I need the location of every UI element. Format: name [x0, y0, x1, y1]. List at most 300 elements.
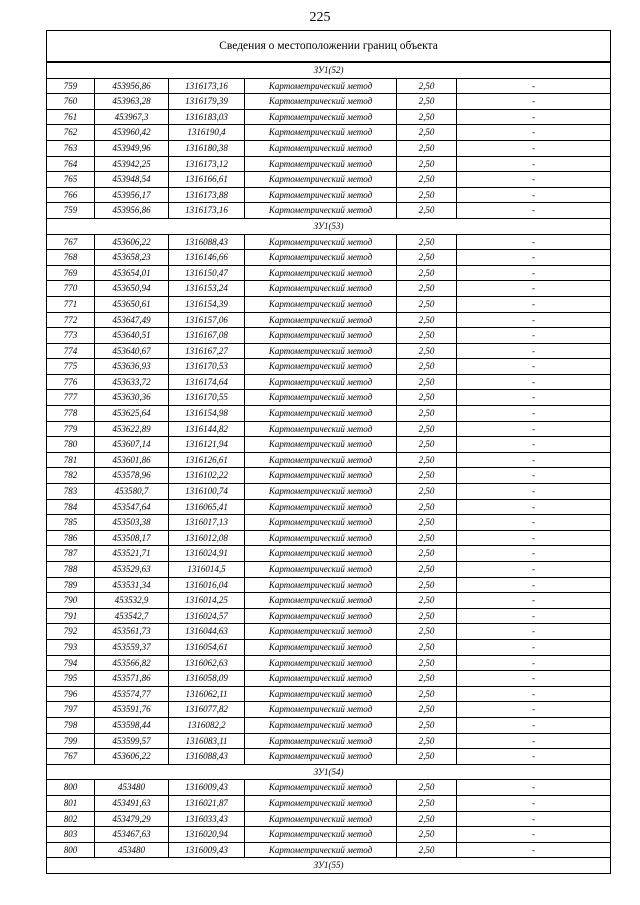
y-coordinate-cell: 1316167,08: [169, 328, 245, 344]
method-cell: Картометрический метод: [245, 780, 397, 796]
y-coordinate-cell: 1316088,43: [169, 234, 245, 250]
x-coordinate-cell: 453491,63: [95, 795, 169, 811]
table-row: [47, 717, 611, 733]
point-number-cell: 762: [47, 125, 95, 141]
method-cell: Картометрический метод: [245, 468, 397, 484]
accuracy-cell: 2,50: [397, 296, 457, 312]
method-cell: Картометрический метод: [245, 639, 397, 655]
method-cell: Картометрический метод: [245, 359, 397, 375]
x-coordinate-cell: 453591,76: [95, 702, 169, 718]
y-coordinate-cell: 1316153,24: [169, 281, 245, 297]
x-coordinate-cell: 453640,51: [95, 328, 169, 344]
point-number-cell: 803: [47, 827, 95, 843]
accuracy-cell: 2,50: [397, 125, 457, 141]
point-number-cell: 798: [47, 717, 95, 733]
x-coordinate-cell: 453559,37: [95, 639, 169, 655]
x-coordinate-cell: 453601,86: [95, 452, 169, 468]
y-coordinate-cell: 1316190,4: [169, 125, 245, 141]
table-row: [47, 499, 611, 515]
x-coordinate-cell: 453566,82: [95, 655, 169, 671]
point-number-cell: 766: [47, 187, 95, 203]
table-row: [47, 281, 611, 297]
y-coordinate-cell: 1316009,43: [169, 780, 245, 796]
x-coordinate-cell: 453630,36: [95, 390, 169, 406]
table-row: [47, 140, 611, 156]
method-cell: Картометрический метод: [245, 390, 397, 406]
method-cell: Картометрический метод: [245, 203, 397, 219]
point-number-cell: 781: [47, 452, 95, 468]
section-row: [47, 764, 611, 780]
description-cell: -: [457, 94, 611, 110]
accuracy-cell: 2,50: [397, 671, 457, 687]
y-coordinate-cell: 1316102,22: [169, 468, 245, 484]
accuracy-cell: 2,50: [397, 328, 457, 344]
table-row: [47, 639, 611, 655]
method-cell: Картометрический метод: [245, 577, 397, 593]
table-row: [47, 686, 611, 702]
accuracy-cell: 2,50: [397, 717, 457, 733]
x-coordinate-cell: 453529,63: [95, 562, 169, 578]
accuracy-cell: 2,50: [397, 343, 457, 359]
section-label: ЗУ1(53): [47, 218, 611, 234]
point-number-cell: 793: [47, 639, 95, 655]
x-coordinate-cell: 453622,89: [95, 421, 169, 437]
method-cell: Картометрический метод: [245, 250, 397, 266]
accuracy-cell: 2,50: [397, 359, 457, 375]
table-row: [47, 780, 611, 796]
accuracy-cell: 2,50: [397, 795, 457, 811]
accuracy-cell: 2,50: [397, 468, 457, 484]
y-coordinate-cell: 1316062,63: [169, 655, 245, 671]
table-row: [47, 530, 611, 546]
accuracy-cell: 2,50: [397, 109, 457, 125]
table-row: [47, 811, 611, 827]
accuracy-cell: 2,50: [397, 577, 457, 593]
x-coordinate-cell: 453960,42: [95, 125, 169, 141]
table-row: [47, 655, 611, 671]
x-coordinate-cell: 453956,17: [95, 187, 169, 203]
x-coordinate-cell: 453650,94: [95, 281, 169, 297]
y-coordinate-cell: 1316174,64: [169, 374, 245, 390]
y-coordinate-cell: 1316009,43: [169, 842, 245, 858]
table-row: [47, 702, 611, 718]
description-cell: -: [457, 515, 611, 531]
description-cell: -: [457, 203, 611, 219]
method-cell: Картометрический метод: [245, 827, 397, 843]
method-cell: Картометрический метод: [245, 842, 397, 858]
x-coordinate-cell: 453636,93: [95, 359, 169, 375]
accuracy-cell: 2,50: [397, 390, 457, 406]
description-cell: -: [457, 109, 611, 125]
accuracy-cell: 2,50: [397, 265, 457, 281]
x-coordinate-cell: 453542,7: [95, 608, 169, 624]
point-number-cell: 794: [47, 655, 95, 671]
table-row: [47, 484, 611, 500]
description-cell: -: [457, 359, 611, 375]
accuracy-cell: 2,50: [397, 78, 457, 94]
x-coordinate-cell: 453480: [95, 842, 169, 858]
method-cell: Картометрический метод: [245, 593, 397, 609]
accuracy-cell: 2,50: [397, 187, 457, 203]
point-number-cell: 769: [47, 265, 95, 281]
table-row: [47, 733, 611, 749]
section-row: [47, 218, 611, 234]
y-coordinate-cell: 1316154,98: [169, 406, 245, 422]
point-number-cell: 778: [47, 406, 95, 422]
description-cell: -: [457, 546, 611, 562]
x-coordinate-cell: 453531,34: [95, 577, 169, 593]
table-row: [47, 593, 611, 609]
point-number-cell: 792: [47, 624, 95, 640]
description-cell: -: [457, 281, 611, 297]
y-coordinate-cell: 1316166,61: [169, 172, 245, 188]
description-cell: -: [457, 234, 611, 250]
y-coordinate-cell: 1316100,74: [169, 484, 245, 500]
table-row: [47, 172, 611, 188]
point-number-cell: 786: [47, 530, 95, 546]
y-coordinate-cell: 1316150,47: [169, 265, 245, 281]
y-coordinate-cell: 1316012,08: [169, 530, 245, 546]
method-cell: Картометрический метод: [245, 172, 397, 188]
accuracy-cell: 2,50: [397, 811, 457, 827]
point-number-cell: 779: [47, 421, 95, 437]
section-label: ЗУ1(54): [47, 764, 611, 780]
method-cell: Картометрический метод: [245, 733, 397, 749]
y-coordinate-cell: 1316024,57: [169, 608, 245, 624]
x-coordinate-cell: 453942,25: [95, 156, 169, 172]
description-cell: -: [457, 312, 611, 328]
accuracy-cell: 2,50: [397, 749, 457, 765]
description-cell: -: [457, 686, 611, 702]
description-cell: -: [457, 624, 611, 640]
table-row: [47, 562, 611, 578]
y-coordinate-cell: 1316170,55: [169, 390, 245, 406]
accuracy-cell: 2,50: [397, 140, 457, 156]
accuracy-cell: 2,50: [397, 250, 457, 266]
point-number-cell: 763: [47, 140, 95, 156]
y-coordinate-cell: 1316077,82: [169, 702, 245, 718]
table-row: [47, 577, 611, 593]
method-cell: Картометрический метод: [245, 655, 397, 671]
description-cell: -: [457, 811, 611, 827]
description-cell: -: [457, 343, 611, 359]
x-coordinate-cell: 453561,73: [95, 624, 169, 640]
section-row: [47, 62, 611, 78]
point-number-cell: 802: [47, 811, 95, 827]
table-row: [47, 842, 611, 858]
table-row: [47, 827, 611, 843]
table-row: [47, 390, 611, 406]
x-coordinate-cell: 453640,67: [95, 343, 169, 359]
x-coordinate-cell: 453625,64: [95, 406, 169, 422]
table-row: [47, 203, 611, 219]
accuracy-cell: 2,50: [397, 172, 457, 188]
y-coordinate-cell: 1316146,66: [169, 250, 245, 266]
table-row: [47, 109, 611, 125]
table-row: [47, 515, 611, 531]
y-coordinate-cell: 1316014,25: [169, 593, 245, 609]
y-coordinate-cell: 1316020,94: [169, 827, 245, 843]
x-coordinate-cell: 453480: [95, 780, 169, 796]
y-coordinate-cell: 1316154,39: [169, 296, 245, 312]
table-row: [47, 296, 611, 312]
table-row: [47, 156, 611, 172]
x-coordinate-cell: 453521,71: [95, 546, 169, 562]
accuracy-cell: 2,50: [397, 827, 457, 843]
y-coordinate-cell: 1316183,03: [169, 109, 245, 125]
point-number-cell: 795: [47, 671, 95, 687]
description-cell: -: [457, 296, 611, 312]
method-cell: Картометрический метод: [245, 374, 397, 390]
x-coordinate-cell: 453650,61: [95, 296, 169, 312]
table-row: [47, 406, 611, 422]
method-cell: Картометрический метод: [245, 94, 397, 110]
method-cell: Картометрический метод: [245, 156, 397, 172]
section-label: ЗУ1(52): [47, 62, 611, 78]
y-coordinate-cell: 1316082,2: [169, 717, 245, 733]
method-cell: Картометрический метод: [245, 515, 397, 531]
point-number-cell: 787: [47, 546, 95, 562]
accuracy-cell: 2,50: [397, 780, 457, 796]
x-coordinate-cell: 453508,17: [95, 530, 169, 546]
x-coordinate-cell: 453479,29: [95, 811, 169, 827]
point-number-cell: 776: [47, 374, 95, 390]
accuracy-cell: 2,50: [397, 655, 457, 671]
method-cell: Картометрический метод: [245, 187, 397, 203]
y-coordinate-cell: 1316033,43: [169, 811, 245, 827]
table-row: [47, 359, 611, 375]
point-number-cell: 801: [47, 795, 95, 811]
method-cell: Картометрический метод: [245, 125, 397, 141]
description-cell: -: [457, 795, 611, 811]
description-cell: -: [457, 374, 611, 390]
x-coordinate-cell: 453598,44: [95, 717, 169, 733]
description-cell: -: [457, 562, 611, 578]
x-coordinate-cell: 453574,77: [95, 686, 169, 702]
description-cell: -: [457, 390, 611, 406]
y-coordinate-cell: 1316016,04: [169, 577, 245, 593]
accuracy-cell: 2,50: [397, 593, 457, 609]
method-cell: Картометрический метод: [245, 671, 397, 687]
x-coordinate-cell: 453647,49: [95, 312, 169, 328]
point-number-cell: 765: [47, 172, 95, 188]
y-coordinate-cell: 1316157,06: [169, 312, 245, 328]
accuracy-cell: 2,50: [397, 452, 457, 468]
accuracy-cell: 2,50: [397, 374, 457, 390]
accuracy-cell: 2,50: [397, 484, 457, 500]
method-cell: Картометрический метод: [245, 437, 397, 453]
table-row: [47, 624, 611, 640]
table-row: [47, 125, 611, 141]
description-cell: -: [457, 593, 611, 609]
point-number-cell: 770: [47, 281, 95, 297]
y-coordinate-cell: 1316173,88: [169, 187, 245, 203]
point-number-cell: 788: [47, 562, 95, 578]
y-coordinate-cell: 1316180,38: [169, 140, 245, 156]
accuracy-cell: 2,50: [397, 624, 457, 640]
description-cell: -: [457, 733, 611, 749]
boundary-table: [46, 30, 611, 874]
accuracy-cell: 2,50: [397, 702, 457, 718]
method-cell: Картометрический метод: [245, 811, 397, 827]
method-cell: Картометрический метод: [245, 624, 397, 640]
x-coordinate-cell: 453578,96: [95, 468, 169, 484]
y-coordinate-cell: 1316058,09: [169, 671, 245, 687]
description-cell: -: [457, 608, 611, 624]
page-number: 225: [309, 10, 331, 25]
point-number-cell: 799: [47, 733, 95, 749]
accuracy-cell: 2,50: [397, 156, 457, 172]
description-cell: -: [457, 671, 611, 687]
description-cell: -: [457, 717, 611, 733]
x-coordinate-cell: 453571,86: [95, 671, 169, 687]
accuracy-cell: 2,50: [397, 437, 457, 453]
description-cell: -: [457, 187, 611, 203]
point-number-cell: 777: [47, 390, 95, 406]
method-cell: Картометрический метод: [245, 140, 397, 156]
accuracy-cell: 2,50: [397, 608, 457, 624]
x-coordinate-cell: 453967,3: [95, 109, 169, 125]
y-coordinate-cell: 1316044,63: [169, 624, 245, 640]
x-coordinate-cell: 453467,63: [95, 827, 169, 843]
method-cell: Картометрический метод: [245, 608, 397, 624]
description-cell: -: [457, 827, 611, 843]
description-cell: -: [457, 468, 611, 484]
x-coordinate-cell: 453599,57: [95, 733, 169, 749]
method-cell: Картометрический метод: [245, 546, 397, 562]
x-coordinate-cell: 453606,22: [95, 749, 169, 765]
accuracy-cell: 2,50: [397, 203, 457, 219]
description-cell: -: [457, 530, 611, 546]
x-coordinate-cell: 453948,54: [95, 172, 169, 188]
accuracy-cell: 2,50: [397, 499, 457, 515]
table-title: Сведения о местоположении границ объекта: [47, 31, 611, 63]
x-coordinate-cell: 453580,7: [95, 484, 169, 500]
point-number-cell: 767: [47, 234, 95, 250]
y-coordinate-cell: 1316083,11: [169, 733, 245, 749]
method-cell: Картометрический метод: [245, 562, 397, 578]
y-coordinate-cell: 1316014,5: [169, 562, 245, 578]
description-cell: -: [457, 484, 611, 500]
y-coordinate-cell: 1316088,43: [169, 749, 245, 765]
table-row: [47, 94, 611, 110]
method-cell: Картометрический метод: [245, 499, 397, 515]
method-cell: Картометрический метод: [245, 406, 397, 422]
point-number-cell: 784: [47, 499, 95, 515]
method-cell: Картометрический метод: [245, 343, 397, 359]
point-number-cell: 775: [47, 359, 95, 375]
description-cell: -: [457, 749, 611, 765]
description-cell: -: [457, 780, 611, 796]
y-coordinate-cell: 1316062,11: [169, 686, 245, 702]
description-cell: -: [457, 577, 611, 593]
point-number-cell: 773: [47, 328, 95, 344]
description-cell: -: [457, 437, 611, 453]
point-number-cell: 782: [47, 468, 95, 484]
table-row: [47, 671, 611, 687]
description-cell: -: [457, 172, 611, 188]
point-number-cell: 797: [47, 702, 95, 718]
y-coordinate-cell: 1316170,53: [169, 359, 245, 375]
y-coordinate-cell: 1316126,61: [169, 452, 245, 468]
method-cell: Картометрический метод: [245, 109, 397, 125]
accuracy-cell: 2,50: [397, 842, 457, 858]
y-coordinate-cell: 1316024,91: [169, 546, 245, 562]
x-coordinate-cell: 453633,72: [95, 374, 169, 390]
description-cell: -: [457, 842, 611, 858]
description-cell: -: [457, 328, 611, 344]
x-coordinate-cell: 453547,64: [95, 499, 169, 515]
y-coordinate-cell: 1316173,12: [169, 156, 245, 172]
accuracy-cell: 2,50: [397, 530, 457, 546]
table-row: [47, 437, 611, 453]
method-cell: Картометрический метод: [245, 281, 397, 297]
x-coordinate-cell: 453963,28: [95, 94, 169, 110]
method-cell: Картометрический метод: [245, 296, 397, 312]
accuracy-cell: 2,50: [397, 515, 457, 531]
method-cell: Картометрический метод: [245, 717, 397, 733]
method-cell: Картометрический метод: [245, 702, 397, 718]
y-coordinate-cell: 1316021,87: [169, 795, 245, 811]
point-number-cell: 796: [47, 686, 95, 702]
accuracy-cell: 2,50: [397, 281, 457, 297]
title-row: [47, 31, 611, 63]
y-coordinate-cell: 1316065,41: [169, 499, 245, 515]
method-cell: Картометрический метод: [245, 484, 397, 500]
description-cell: -: [457, 702, 611, 718]
point-number-cell: 789: [47, 577, 95, 593]
point-number-cell: 768: [47, 250, 95, 266]
y-coordinate-cell: 1316173,16: [169, 203, 245, 219]
x-coordinate-cell: 453607,14: [95, 437, 169, 453]
point-number-cell: 800: [47, 842, 95, 858]
point-number-cell: 771: [47, 296, 95, 312]
table-row: [47, 374, 611, 390]
x-coordinate-cell: 453532,9: [95, 593, 169, 609]
description-cell: -: [457, 639, 611, 655]
point-number-cell: 780: [47, 437, 95, 453]
description-cell: -: [457, 421, 611, 437]
point-number-cell: 800: [47, 780, 95, 796]
method-cell: Картометрический метод: [245, 328, 397, 344]
table-row: [47, 187, 611, 203]
table-body: [47, 31, 611, 874]
table-row: [47, 343, 611, 359]
accuracy-cell: 2,50: [397, 686, 457, 702]
table-row: [47, 312, 611, 328]
x-coordinate-cell: 453956,86: [95, 78, 169, 94]
x-coordinate-cell: 453606,22: [95, 234, 169, 250]
description-cell: -: [457, 250, 611, 266]
accuracy-cell: 2,50: [397, 94, 457, 110]
y-coordinate-cell: 1316121,94: [169, 437, 245, 453]
accuracy-cell: 2,50: [397, 546, 457, 562]
accuracy-cell: 2,50: [397, 733, 457, 749]
point-number-cell: 785: [47, 515, 95, 531]
table-row: [47, 234, 611, 250]
point-number-cell: 759: [47, 78, 95, 94]
method-cell: Картометрический метод: [245, 265, 397, 281]
y-coordinate-cell: 1316173,16: [169, 78, 245, 94]
point-number-cell: 783: [47, 484, 95, 500]
accuracy-cell: 2,50: [397, 639, 457, 655]
y-coordinate-cell: 1316144,82: [169, 421, 245, 437]
description-cell: -: [457, 125, 611, 141]
x-coordinate-cell: 453654,01: [95, 265, 169, 281]
x-coordinate-cell: 453949,96: [95, 140, 169, 156]
method-cell: Картометрический метод: [245, 749, 397, 765]
table-row: [47, 795, 611, 811]
